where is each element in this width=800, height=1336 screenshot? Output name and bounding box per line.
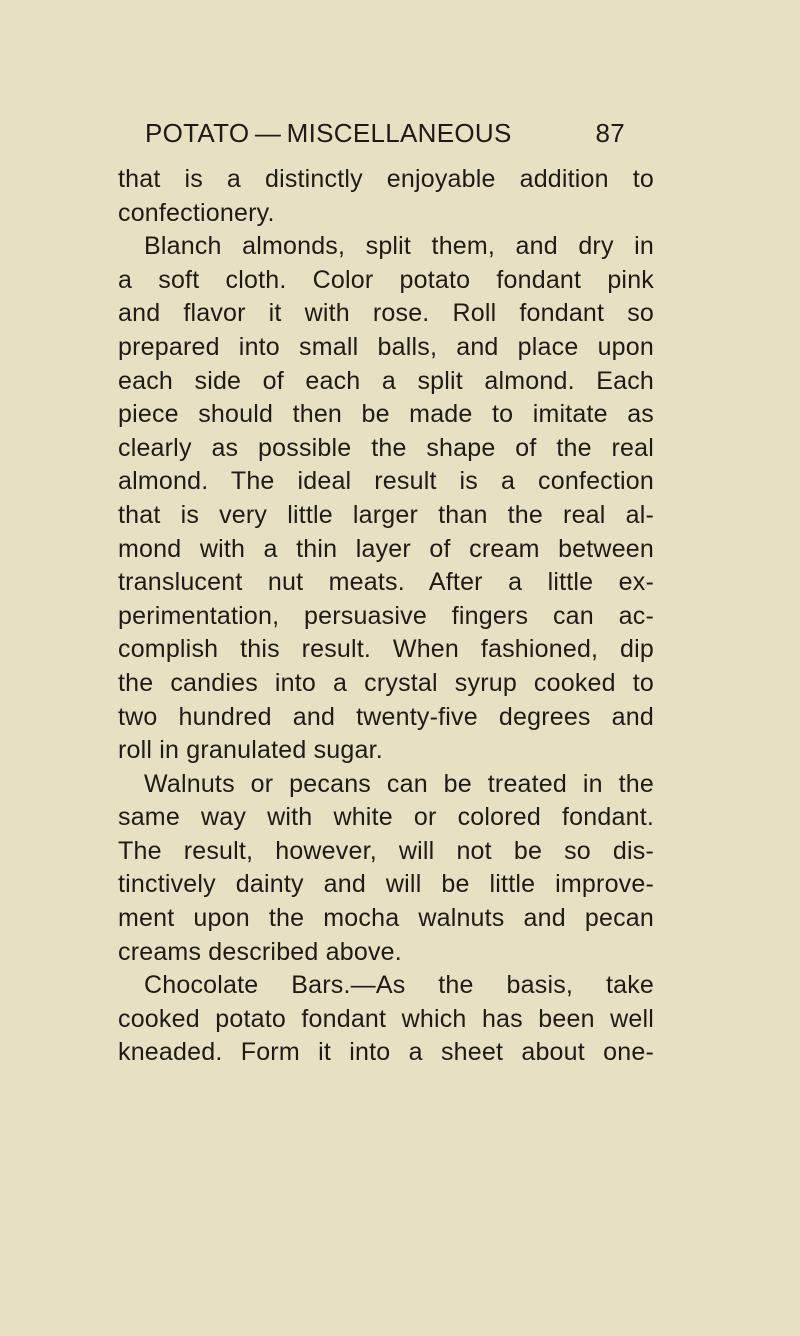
text-line: Blanch almonds, split them, and dry in xyxy=(144,232,654,261)
body-text xyxy=(118,163,654,1070)
text-line: piece should then be made to imitate as xyxy=(118,400,654,429)
text-line: complish this result. When fashioned, dip xyxy=(118,635,654,664)
text-line: Chocolate Bars.—As the basis, take xyxy=(144,971,654,1000)
text-line: that is very little larger than the real al- xyxy=(118,500,654,529)
text-line: two hundred and twenty-five degrees and xyxy=(118,702,654,731)
text-line: kneaded. Form it into a sheet about one- xyxy=(118,1038,654,1067)
text-line: a soft cloth. Color potato fondant pink xyxy=(118,265,654,294)
text-line: ment upon the mocha walnuts and pecan xyxy=(118,904,654,933)
text-line: The result, however, will not be so dis- xyxy=(118,836,654,865)
chapter-title: POTATO — MISCELLANEOUS xyxy=(145,118,512,148)
text-line: mond with a thin layer of cream between xyxy=(118,534,654,563)
text-line: and flavor it with rose. Roll fondant so xyxy=(118,299,654,328)
text-line: the candies into a crystal syrup cooked to xyxy=(118,668,654,697)
text-line: creams described above. xyxy=(118,937,402,966)
text-line: confectionery. xyxy=(118,198,275,227)
text-line: that is a distinctly enjoyable addition to xyxy=(118,165,654,193)
text-line: roll in granulated sugar. xyxy=(118,736,383,765)
text-line: each side of each a split almond. Each xyxy=(118,366,654,395)
text-line: Walnuts or pecans can be treated in the xyxy=(144,769,654,798)
text-line: perimentation, persuasive fingers can ac- xyxy=(118,601,654,630)
page-number: 87 xyxy=(595,118,625,148)
text-line: prepared into small balls, and place upon xyxy=(118,332,654,361)
text-line: clearly as possible the shape of the real xyxy=(118,433,654,462)
text-line: translucent nut meats. After a little ex- xyxy=(118,568,654,597)
text-line: tinctively dainty and will be little improve- xyxy=(118,870,654,899)
text-line: cooked potato fondant which has been well xyxy=(118,1004,654,1033)
running-head xyxy=(145,113,625,153)
text-line: almond. The ideal result is a confection xyxy=(118,467,654,496)
text-line: same way with white or colored fondant. xyxy=(118,803,654,832)
